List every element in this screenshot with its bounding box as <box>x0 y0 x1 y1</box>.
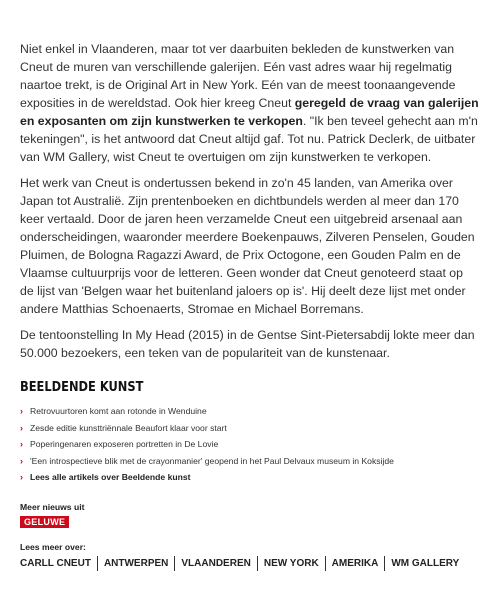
tag-link[interactable]: WM GALLERY <box>391 557 460 569</box>
related-article-link[interactable] <box>20 453 480 470</box>
text-segment: . "Ik ben teveel gehecht aan m'n tekeningen", is het antwoord dat Cneut altijd gaf. Tot nu. Patrick Declerk, de uitbater van WM Gallery, wist Cneut te overtuigen om zijn kunstwerken te verkopen. <box>20 114 478 164</box>
chevron-right-icon: › <box>20 422 23 433</box>
article-content <box>20 40 480 571</box>
chevron-right-icon: › <box>20 472 23 483</box>
article-link-label: Zesde editie kunsttriënnale Beaufort klaar voor start <box>30 422 227 433</box>
article-paragraph <box>20 174 480 318</box>
chevron-right-icon: › <box>20 406 23 416</box>
tag-link[interactable]: CARLL CNEUT <box>20 557 91 569</box>
related-article-link[interactable] <box>20 403 480 420</box>
tag-link[interactable]: VLAANDEREN <box>181 557 251 569</box>
related-article-link[interactable] <box>20 420 480 437</box>
related-articles-list <box>20 403 480 486</box>
bold-text-segment: geregeld de vraag van galerijen en exposanten om zijn kunstwerken te verkopen <box>20 96 479 128</box>
tag-link[interactable]: ANTWERPEN <box>103 557 169 569</box>
article-body <box>20 40 480 362</box>
article-link-label: Retrovuurtoren komt aan rotonde in Wenduine <box>30 406 207 416</box>
location-badge[interactable]: GELUWE <box>20 516 69 528</box>
article-paragraph <box>20 40 480 166</box>
text-segment: De tentoonstelling In My Head (2015) in de Gentse Sint-Pietersabdij lokte meer dan 50.000 bezoekers, een teken van de populariteit van de kunstenaar. <box>20 328 475 360</box>
article-link-label: Lees alle artikels over Beeldende kunst <box>30 472 191 483</box>
text-segment: Het werk van Cneut is ondertussen bekend in zo'n 45 landen, van Amerika over Japan tot Australië. Zijn prentenboeken en dichtbundels werden al meer dan 170 keer vertaald. Door de jaren heen verzamelde Cneut een uitgebreid arsenaal aan onderscheidingen, waaronder meerdere Boekenpauws, Zilveren Penselen, Gouden Pluimen, de Bologna Ragazzi Award, de Prix Octogone, een Gouden Palm en de Vlaamse cultuurprijs voor de letteren. Geen wonder dat Cneut genoteerd staat op de lijst van 'Belgen waar het buitenland jaloers op is'. Hij deelt deze lijst met onder andere Matthias Schoenaerts, Stromae en Michael Borremans. <box>20 176 475 316</box>
tag-link[interactable]: AMERIKA <box>331 557 379 569</box>
all-articles-link[interactable] <box>20 469 480 486</box>
related-article-link[interactable] <box>20 436 480 453</box>
tag-list <box>20 556 480 571</box>
chevron-right-icon: › <box>20 439 23 450</box>
chevron-right-icon: › <box>20 455 23 466</box>
article-link-label: Poperingenaren exposeren portretten in De Lovie <box>30 439 219 450</box>
read-more-label: Lees meer over: <box>20 541 86 552</box>
article-paragraph <box>20 326 480 362</box>
tag-link[interactable]: NEW YORK <box>263 557 319 569</box>
text-segment: Niet enkel in Vlaanderen, maar tot ver daarbuiten bekleden de kunstwerken van Cneut de muren van verschillende galerijen. Eén vast adres waar hij regelmatig naartoe trekt, is de Original Art in New York. Eén van de meest toonaangevende exposities in de wereldstad. Ook hier kreeg Cneut <box>20 42 456 110</box>
article-link-label: 'Een introspectieve blik met de crayonmanier' geopend in het Paul Delvaux museum in Koksijde <box>30 455 394 466</box>
section-heading: BEELDENDE KUNST <box>20 380 144 395</box>
more-news-label: Meer nieuws uit <box>20 501 85 512</box>
